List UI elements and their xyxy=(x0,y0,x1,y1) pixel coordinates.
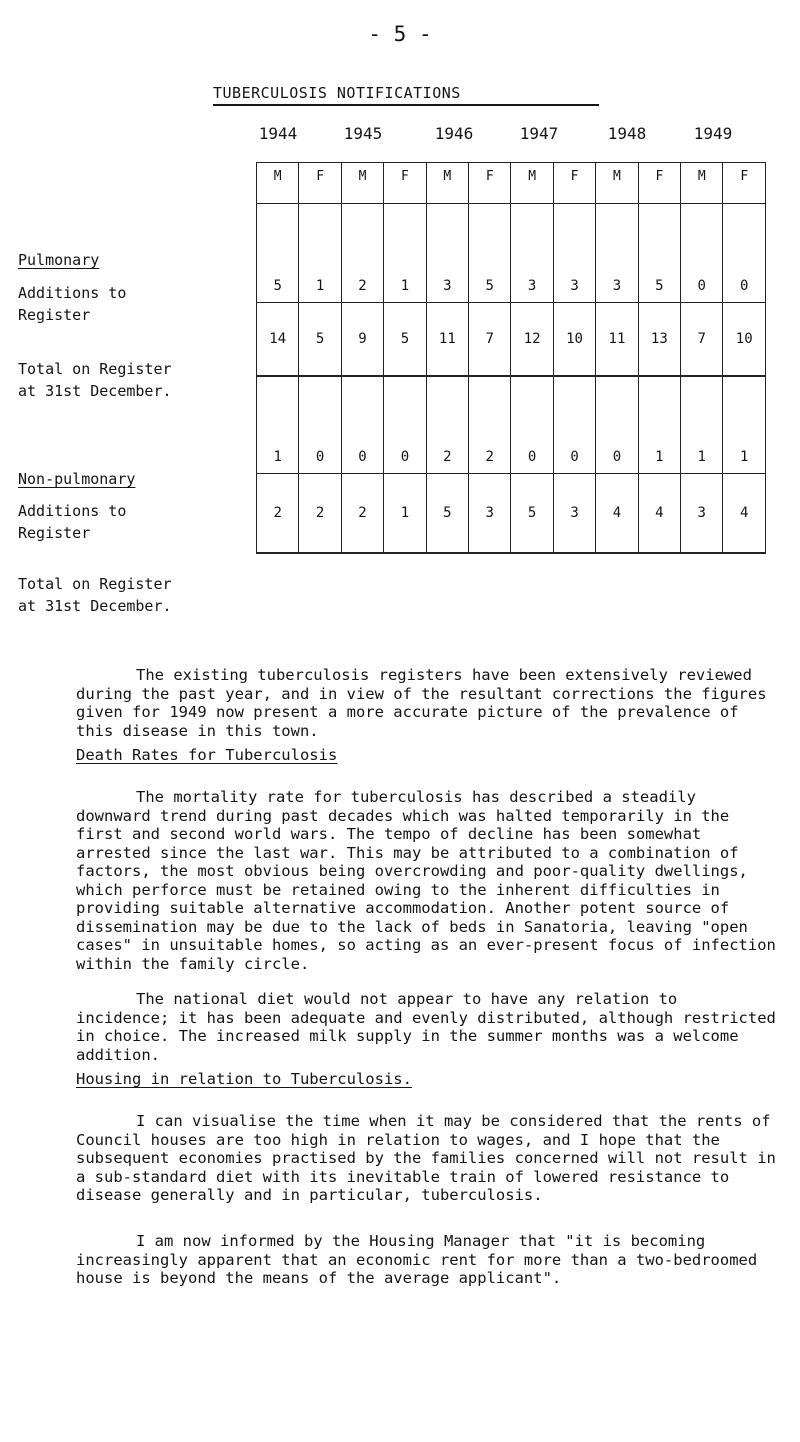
section-heading-non-pulmonary: Non-pulmonary xyxy=(18,470,136,488)
row-label-np-total: Total on Register at 31st December. xyxy=(18,575,172,615)
table-cell: 1 xyxy=(384,204,426,303)
mf-cell: F xyxy=(638,163,680,204)
mf-cell: F xyxy=(469,163,511,204)
mf-cell: M xyxy=(341,163,383,204)
mf-cell: F xyxy=(299,163,341,204)
table-cell: 13 xyxy=(638,303,680,377)
table-cell: 0 xyxy=(511,376,553,474)
year-label: 1944 xyxy=(258,124,298,143)
mf-cell: F xyxy=(723,163,766,204)
table-row-pulmonary-total xyxy=(257,303,766,377)
table-cell: 10 xyxy=(723,303,766,377)
table-row-nonpulmonary-additions xyxy=(257,376,766,474)
table-cell: 2 xyxy=(469,376,511,474)
table-cell: 4 xyxy=(638,474,680,554)
row-label-total: Total on Register at 31st December. xyxy=(18,360,172,400)
table-row-nonpulmonary-total xyxy=(257,474,766,554)
paragraph-registers-review: The existing tuberculosis registers have been extensively reviewed during the past year, and in view of the resultant corrections the figures given for 1949 now present a more accurate picture of the prevalence of this disease in this town. xyxy=(76,666,767,740)
table-cell: 1 xyxy=(257,376,299,474)
table-cell: 11 xyxy=(596,303,638,377)
table-cell: 2 xyxy=(257,474,299,554)
year-label: 1945 xyxy=(343,124,383,143)
table-cell: 1 xyxy=(384,474,426,554)
table-cell: 2 xyxy=(299,474,341,554)
table-cell: 3 xyxy=(553,204,595,303)
year-label: 1946 xyxy=(434,124,474,143)
table-cell: 5 xyxy=(511,474,553,554)
table-cell: 5 xyxy=(469,204,511,303)
table-cell: 1 xyxy=(723,376,766,474)
heading-death-rates: Death Rates for Tuberculosis xyxy=(76,746,338,764)
table-cell: 5 xyxy=(426,474,468,554)
year-label: 1949 xyxy=(693,124,733,143)
table-cell: 3 xyxy=(511,204,553,303)
table-cell: 2 xyxy=(341,474,383,554)
table-cell: 5 xyxy=(257,204,299,303)
table-cell: 4 xyxy=(596,474,638,554)
table-cell: 10 xyxy=(553,303,595,377)
table-cell: 3 xyxy=(681,474,723,554)
year-label: 1948 xyxy=(607,124,647,143)
year-label: 1947 xyxy=(519,124,559,143)
table-cell: 0 xyxy=(384,376,426,474)
table-cell: 3 xyxy=(596,204,638,303)
section-heading-pulmonary: Pulmonary xyxy=(18,251,100,269)
table-cell: 0 xyxy=(553,376,595,474)
paragraph-council-rents: I can visualise the time when it may be considered that the rents of Council houses are too high in relation to wages, and I hope that the subsequent economies practised by the families concerned will not result in a sub-standard diet with its inevitable train of lowered resistance to disease generally and in particular, tuberculosis. xyxy=(76,1112,776,1204)
table-cell: 5 xyxy=(299,303,341,377)
year-header-row xyxy=(0,124,800,144)
table-cell: 0 xyxy=(299,376,341,474)
table-cell: 11 xyxy=(426,303,468,377)
paragraph-housing-manager: I am now informed by the Housing Manager that "it is becoming increasingly apparent that an economic rent for more than a two-bedroomed house is beyond the means of the average applicant". xyxy=(76,1232,758,1287)
mf-cell: M xyxy=(426,163,468,204)
table-cell: 0 xyxy=(341,376,383,474)
table-row-pulmonary-additions xyxy=(257,204,766,303)
paragraph-mortality: The mortality rate for tuberculosis has described a steadily downward trend during past decades which was halted temporarily in the first and second world wars. The tempo of decline has been somewhat arrested since the last war. This may be attributed to a combination of factors, the most obvious being overcrowding and poor-quality dwellings, which perforce must be retained owing to the inherent difficulties in providing suitable alternative accommodation. Another potent source of dissemination may be due to the lack of beds in Sanatoria, leaving "open cases" in unsuitable homes, so acting as an ever-present focus of infection within the family circle. xyxy=(76,788,776,973)
table-cell: 9 xyxy=(341,303,383,377)
notifications-table xyxy=(256,162,766,554)
heading-housing: Housing in relation to Tuberculosis. xyxy=(76,1070,412,1088)
table-cell: 0 xyxy=(723,204,766,303)
table-cell: 1 xyxy=(299,204,341,303)
mf-header-row xyxy=(257,163,766,204)
table-cell: 3 xyxy=(426,204,468,303)
table-cell: 2 xyxy=(341,204,383,303)
table-cell: 12 xyxy=(511,303,553,377)
paragraph-national-diet: The national diet would not appear to have any relation to incidence; it has been adequate and evenly distributed, although restricted in choice. The increased milk supply in the summer months was a welcome addition. xyxy=(76,990,776,1064)
page-title: TUBERCULOSIS NOTIFICATIONS xyxy=(213,84,461,102)
table-cell: 1 xyxy=(681,376,723,474)
table-cell: 0 xyxy=(596,376,638,474)
table-cell: 5 xyxy=(384,303,426,377)
mf-cell: F xyxy=(553,163,595,204)
table-cell: 0 xyxy=(681,204,723,303)
table-cell: 14 xyxy=(257,303,299,377)
mf-cell: M xyxy=(257,163,299,204)
table-cell: 3 xyxy=(469,474,511,554)
row-label-additions: Additions to Register xyxy=(18,284,127,324)
table-cell: 7 xyxy=(681,303,723,377)
table-cell: 3 xyxy=(553,474,595,554)
mf-cell: M xyxy=(511,163,553,204)
page-number: - 5 - xyxy=(368,22,432,46)
table-cell: 2 xyxy=(426,376,468,474)
mf-cell: M xyxy=(681,163,723,204)
table-cell: 1 xyxy=(638,376,680,474)
table-cell: 5 xyxy=(638,204,680,303)
mf-cell: M xyxy=(596,163,638,204)
row-label-np-additions: Additions to Register xyxy=(18,502,127,542)
table-cell: 7 xyxy=(469,303,511,377)
mf-cell: F xyxy=(384,163,426,204)
table-cell: 4 xyxy=(723,474,766,554)
title-underline xyxy=(213,104,599,106)
